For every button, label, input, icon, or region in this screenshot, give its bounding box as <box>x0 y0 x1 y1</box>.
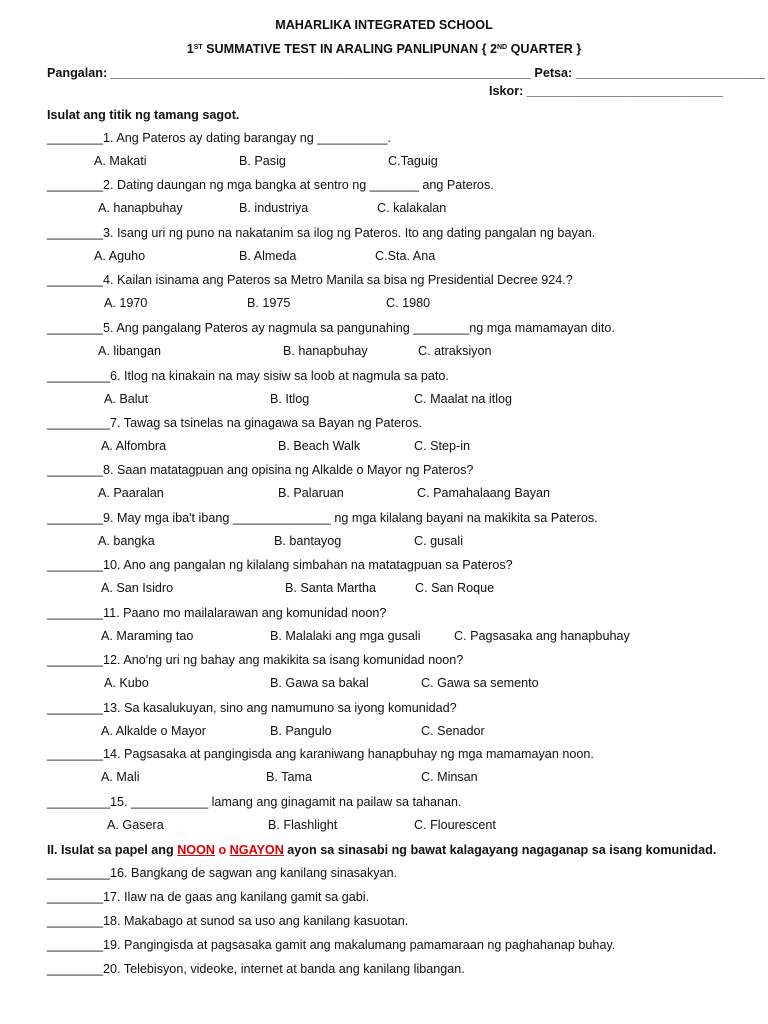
question-12-choice-a: A. Kubo <box>104 676 149 690</box>
question-3-choice-a: A. Aguho <box>94 249 146 263</box>
question-6-choice-a: A. Balut <box>104 392 149 406</box>
statement-19: ________19. Pangingisda at pagsasaka gamit ang makalumang pamamaraan ng paghahanap buhay. <box>47 938 616 952</box>
question-9-choice-c: C. gusali <box>414 534 463 548</box>
part2-instruction: II. Isulat sa papel ang NOON o NGAYON ayon sa sinasabi ng bawat kalagayang nagaganap sa isang komunidad. <box>47 843 717 857</box>
question-1-choice-b: B. Pasig <box>239 154 286 168</box>
question-14: ________14. Pagsasaka at pangingisda ang karaniwang hanapbuhay ng mga mamamayan noon. <box>47 747 594 761</box>
question-9-choice-a: A. bangka <box>98 534 155 548</box>
ngayon-keyword: NGAYON <box>229 843 284 857</box>
question-15-choice-c: C. Flourescent <box>414 818 496 832</box>
statement-16: _________16. Bangkang de sagwan ang kanilang sinasakyan. <box>47 866 398 880</box>
question-14-choice-c: C. Minsan <box>421 770 478 784</box>
question-10: ________10. Ano ang pangalan ng kilalang simbahan na matatagpuan sa Pateros? <box>47 558 513 572</box>
question-3-choice-c: C.Sta. Ana <box>375 249 436 263</box>
question-11-choice-c: C. Pagsasaka ang hanapbuhay <box>454 629 630 643</box>
question-12: ________12. Ano'ng uri ng bahay ang makikita sa isang komunidad noon? <box>47 653 464 667</box>
question-7-choice-b: B. Beach Walk <box>278 439 361 453</box>
question-4-choice-b: B. 1975 <box>247 296 291 310</box>
question-4-choice-a: A. 1970 <box>104 296 148 310</box>
question-4: ________4. Kailan isinama ang Pateros sa Metro Manila sa bisa ng Presidential Decree 924.? <box>47 273 573 287</box>
question-1-choice-c: C.Taguig <box>388 154 438 168</box>
question-11-choice-b: B. Malalaki ang mga gusali <box>270 629 421 643</box>
question-7-choice-a: A. Alfombra <box>101 439 167 453</box>
question-8: ________8. Saan matatagpuan ang opisina ng Alkalde o Mayor ng Pateros? <box>47 463 474 477</box>
question-10-choice-a: A. San Isidro <box>101 581 174 595</box>
part1-instruction: Isulat ang titik ng tamang sagot. <box>47 108 240 122</box>
question-2: ________2. Dating daungan ng mga bangka at sentro ng _______ ang Pateros. <box>47 178 494 192</box>
question-13: ________13. Sa kasalukuyan, sino ang namumuno sa iyong komunidad? <box>47 701 457 715</box>
question-8-choice-c: C. Pamahalaang Bayan <box>417 486 551 500</box>
question-14-choice-a: A. Mali <box>101 770 140 784</box>
question-9-choice-b: B. bantayog <box>274 534 342 548</box>
question-12-choice-c: C. Gawa sa semento <box>421 676 539 690</box>
question-13-choice-a: A. Alkalde o Mayor <box>101 724 206 738</box>
question-11-choice-a: A. Maraming tao <box>101 629 194 643</box>
question-13-choice-b: B. Pangulo <box>270 724 332 738</box>
question-8-choice-a: A. Paaralan <box>98 486 164 500</box>
question-5-choice-c: C. atraksiyon <box>418 344 492 358</box>
question-7: _________7. Tawag sa tsinelas na ginagawa sa Bayan ng Pateros. <box>47 416 423 430</box>
question-15-choice-b: B. Flashlight <box>268 818 338 832</box>
question-2-choice-a: A. hanapbuhay <box>98 201 183 215</box>
question-13-choice-c: C. Senador <box>421 724 485 738</box>
question-5-choice-b: B. hanapbuhay <box>283 344 368 358</box>
name-date-line: Pangalan: ____________________________________________________________ Petsa: ___________________________ <box>47 66 765 80</box>
question-5: ________5. Ang pangalang Pateros ay nagmula sa pangunahing ________ng mga mamamayan dito. <box>47 321 615 335</box>
statement-17: ________17. Ilaw na de gaas ang kanilang gamit sa gabi. <box>47 890 370 904</box>
test-title: 1ST SUMMATIVE TEST IN ARALING PANLIPUNAN { 2ND QUARTER } <box>186 42 582 56</box>
question-1-choice-a: A. Makati <box>94 154 147 168</box>
question-1: ________1. Ang Pateros ay dating barangay ng __________. <box>47 131 391 145</box>
statement-18: ________18. Makabago at sunod sa uso ang kanilang kasuotan. <box>47 914 409 928</box>
question-14-choice-b: B. Tama <box>266 770 312 784</box>
question-10-choice-c: C. San Roque <box>415 581 495 595</box>
school-name: MAHARLIKA INTEGRATED SCHOOL <box>275 18 493 32</box>
question-2-choice-c: C. kalakalan <box>377 201 447 215</box>
noon-keyword: NOON <box>177 843 215 857</box>
question-6-choice-b: B. Itlog <box>270 392 310 406</box>
question-3-choice-b: B. Almeda <box>239 249 297 263</box>
question-9: ________9. May mga iba't ibang ______________ ng mga kilalang bayani na makikita sa Pateros. <box>47 511 598 525</box>
question-11: ________11. Paano mo mailalarawan ang komunidad noon? <box>47 606 387 620</box>
question-8-choice-b: B. Palaruan <box>278 486 344 500</box>
score-line: Iskor: ____________________________ <box>489 84 723 98</box>
question-4-choice-c: C. 1980 <box>386 296 431 310</box>
question-6-choice-c: C. Maalat na itlog <box>414 392 513 406</box>
statement-20: ________20. Telebisyon, videoke, internet at banda ang kanilang libangan. <box>47 962 465 976</box>
question-10-choice-b: B. Santa Martha <box>285 581 377 595</box>
question-6: _________6. Itlog na kinakain na may sisiw sa loob at nagmula sa pato. <box>47 369 449 383</box>
question-12-choice-b: B. Gawa sa bakal <box>270 676 369 690</box>
question-5-choice-a: A. libangan <box>98 344 162 358</box>
question-2-choice-b: B. industriya <box>239 201 309 215</box>
question-15: _________15. ___________ lamang ang ginagamit na pailaw sa tahanan. <box>47 795 462 809</box>
question-15-choice-a: A. Gasera <box>107 818 164 832</box>
question-7-choice-c: C. Step-in <box>414 439 470 453</box>
question-3: ________3. Isang uri ng puno na nakatanim sa ilog ng Pateros. Ito ang dating pangalan ng bayan. <box>47 226 596 240</box>
